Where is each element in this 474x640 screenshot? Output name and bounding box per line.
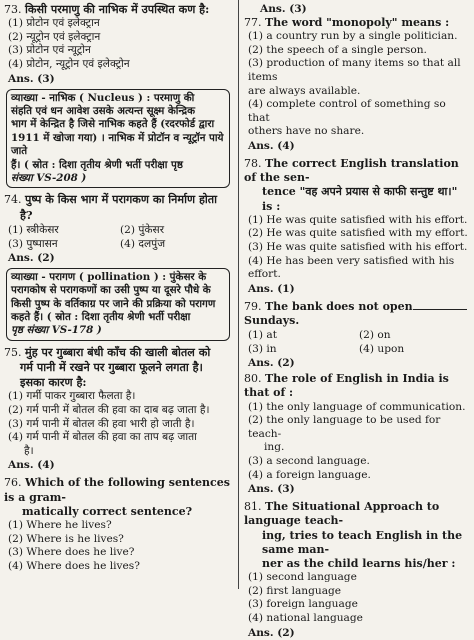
option: (2) पुंकेसर bbox=[120, 223, 165, 236]
option: (4) दलपुंज bbox=[120, 237, 166, 250]
question-number: 76. bbox=[4, 476, 22, 490]
question-stem: इसका कारण है: bbox=[20, 375, 87, 390]
option: (4) प्रोटोन, न्यूट्रोन एवं इलेक्ट्रोन bbox=[8, 57, 130, 70]
option: (1) स्त्रीकेसर bbox=[8, 223, 59, 236]
explanation-box-pollination bbox=[6, 268, 230, 341]
option: (1) प्रोटोन एवं इलेक्ट्रान bbox=[8, 17, 100, 30]
question-number: 80. bbox=[244, 372, 262, 386]
question-stem: ner as the child learns his/her : bbox=[262, 556, 456, 570]
note-line: पृष्ठ संख्या VS-178 ) bbox=[11, 324, 102, 337]
option: are always available. bbox=[248, 84, 361, 97]
option: (2) He was quite satisfied with my effort. bbox=[248, 227, 468, 240]
question-number: 73. bbox=[4, 3, 22, 16]
question-stem: The correct English translation of the sen- bbox=[244, 156, 459, 185]
option: (3) Where does he live? bbox=[8, 546, 135, 559]
question-76 bbox=[4, 476, 232, 573]
option: (3) पुष्पासन bbox=[8, 237, 58, 250]
question-stem: tence "वह अपने प्रयास से काफी सन्तुष्ट था।" bbox=[262, 185, 458, 199]
option: (2) the speech of a single person. bbox=[248, 43, 427, 56]
note-line: हैं। ( स्रोत : दिशा तृतीय श्रेणी भर्ती परीक्षा पृष्ठ bbox=[11, 158, 183, 171]
question-stem: है? bbox=[20, 207, 33, 222]
question-number: 81. bbox=[244, 500, 262, 514]
option: (3) गर्म पानी में बोतल की हवा भारी हो जाती है। bbox=[8, 417, 195, 430]
option: (1) at bbox=[248, 329, 277, 342]
question-stem: The bank does not open bbox=[265, 299, 413, 313]
question-stem: ing, tries to teach English in the same man- bbox=[262, 528, 463, 556]
note-line: संहति एवं धन आवेश उसके अत्यन्त सूक्ष्म केन्द्रिक bbox=[11, 104, 195, 117]
question-number: 74. bbox=[4, 193, 22, 207]
note-line: व्याख्या - परागण ( pollination ) : पुंकेसर के bbox=[11, 270, 207, 283]
note-line: भाग में केन्द्रित है जिसे नाभिक कहते हैं (रदरफोर्ड द्वारा bbox=[11, 118, 215, 131]
question-74 bbox=[4, 192, 232, 264]
options-grid bbox=[244, 328, 470, 356]
option: (2) the only language to be used for teach- bbox=[248, 414, 441, 440]
option: (3) a second language. bbox=[248, 454, 370, 467]
question-81 bbox=[244, 500, 470, 639]
answer: Ans. (2) bbox=[8, 251, 55, 264]
option: (2) Where is he lives? bbox=[8, 532, 124, 545]
question-stem: is : bbox=[262, 199, 281, 213]
question-stem: मुंह पर गुब्बारा बंधी काँच की खाली बोतल को bbox=[25, 344, 211, 359]
answer: Ans. (4) bbox=[248, 139, 295, 152]
option: (1) गर्मी पाकर गुब्बारा फैलता है। bbox=[8, 390, 136, 403]
question-stem: गर्म पानी में रखने पर गुब्बारा फूलने लगता है। bbox=[20, 360, 203, 375]
question-stem: पुष्प के किस भाग में परागकण का निर्माण होता bbox=[25, 192, 218, 207]
question-number: 75. bbox=[4, 345, 22, 359]
option: (1) a country run by a single politician. bbox=[248, 30, 458, 43]
question-stem: matically correct sentence? bbox=[22, 504, 193, 518]
question-78 bbox=[244, 157, 470, 296]
explanation-box-nucleus bbox=[6, 89, 230, 189]
option: है। bbox=[24, 444, 34, 457]
option: (3) in bbox=[248, 343, 277, 356]
question-number: 79. bbox=[244, 299, 262, 313]
option: others have no share. bbox=[248, 125, 365, 138]
question-75 bbox=[4, 345, 232, 473]
option: (1) the only language of communication. bbox=[248, 400, 466, 413]
note-line: परागकोष से परागकणों का उसी पुष्प या दूसरे पौधे के bbox=[11, 284, 211, 297]
note-line: संख्या VS-208 ) bbox=[11, 172, 87, 185]
option: (4) national language bbox=[248, 611, 363, 624]
option: (3) प्रोटोन एवं न्यूट्रोन bbox=[8, 44, 91, 57]
answer: Ans. (4) bbox=[8, 459, 55, 472]
note-line: कहते हैं। ( स्रोत : दिशा तृतीय श्रेणी भर्ती परीक्षा bbox=[11, 311, 191, 324]
question-79 bbox=[244, 300, 470, 370]
question-stem: The word "monopoly" means : bbox=[265, 16, 450, 29]
option: (3) He was quite satisfied with his effort. bbox=[248, 240, 468, 253]
option: (3) foreign language bbox=[248, 598, 358, 611]
question-80 bbox=[244, 372, 470, 496]
option: (2) न्यूट्रोन एवं इलेक्ट्रान bbox=[8, 30, 101, 43]
option: (1) second language bbox=[248, 571, 357, 584]
question-stem: Which of the following sentences is a gram- bbox=[4, 476, 230, 504]
column-divider bbox=[238, 0, 239, 589]
option: (2) गर्म पानी में बोतल की हवा का दाब बढ़ जाता है। bbox=[8, 404, 210, 417]
answer: Ans. (1) bbox=[248, 282, 295, 295]
right-column bbox=[242, 0, 474, 639]
option: (2) first language bbox=[248, 584, 342, 597]
option: (4) complete control of something so that bbox=[248, 98, 446, 124]
answer: Ans. (2) bbox=[248, 626, 295, 639]
question-number: 77. bbox=[244, 16, 262, 29]
answer: Ans. (3) bbox=[260, 3, 307, 15]
question-stem: किसी परमाणु की नाभिक में उपस्थित कण है: bbox=[25, 2, 210, 16]
option: (3) production of many items so that all items bbox=[248, 57, 461, 83]
left-column bbox=[0, 0, 234, 589]
answer: Ans. (2) bbox=[248, 357, 295, 370]
option: (4) Where does he lives? bbox=[8, 559, 140, 572]
answer-blank bbox=[413, 300, 467, 310]
option: (4) upon bbox=[359, 343, 405, 356]
answer: Ans. (3) bbox=[8, 72, 55, 85]
option: (2) on bbox=[359, 329, 391, 342]
question-number: 78. bbox=[244, 156, 262, 170]
options-grid bbox=[4, 223, 232, 251]
option: (4) He has been very satisfied with his effort. bbox=[248, 254, 455, 281]
option: ing. bbox=[264, 441, 285, 454]
option: (4) a foreign language. bbox=[248, 468, 371, 481]
question-73 bbox=[4, 2, 232, 86]
note-line: व्याख्या - नाभिक ( Nucleus ) : परमाणु की bbox=[11, 91, 195, 104]
note-line: 1911 में खोजा गया) । नाभिक में प्रोटॉन व न्यूट्रॉन पाये जाते bbox=[11, 131, 224, 158]
question-77 bbox=[244, 16, 470, 153]
option: (4) गर्म पानी में बोतल की हवा का ताप बढ़ जाता bbox=[8, 431, 197, 444]
question-stem: The role of English in India is that of : bbox=[244, 372, 449, 400]
question-stem: The Situational Approach to language teach- bbox=[244, 500, 440, 528]
answer: Ans. (3) bbox=[248, 483, 295, 496]
option: (1) He was quite satisfied with his effort. bbox=[248, 213, 468, 226]
option: (1) Where he lives? bbox=[8, 519, 112, 532]
question-stem: Sundays. bbox=[244, 313, 300, 327]
note-line: किसी पुष्प के वर्तिकाग्र पर जाने की प्रक्रिया को परागण bbox=[11, 297, 216, 310]
